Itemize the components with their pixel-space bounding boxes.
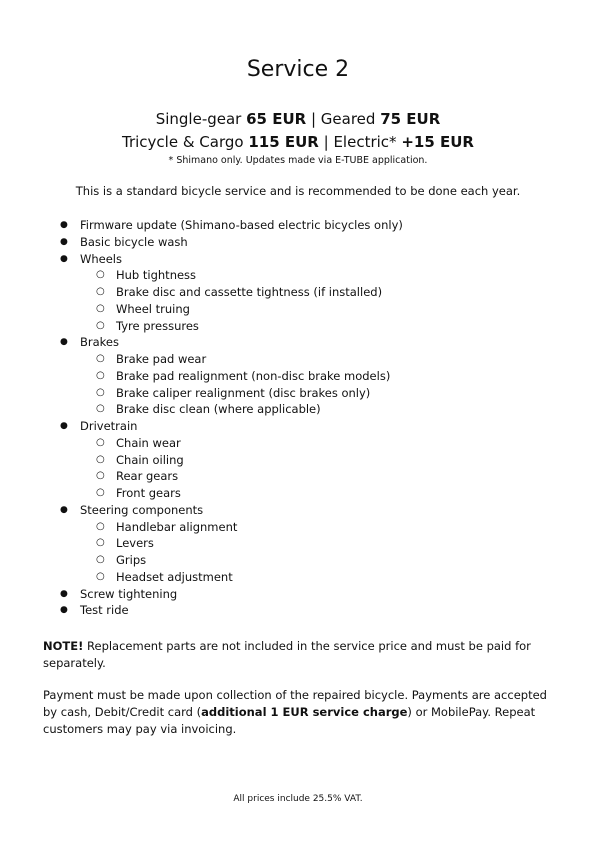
list-item-text: Levers [116, 536, 154, 551]
list-item [0, 267, 596, 284]
hollow-bullet-icon: ○ [96, 537, 105, 549]
hollow-bullet-icon: ○ [96, 470, 105, 482]
shimano-footnote: * Shimano only. Updates made via E-TUBE application. [168, 155, 428, 166]
hollow-bullet-icon: ○ [96, 269, 105, 281]
hollow-bullet-icon: ○ [96, 487, 105, 498]
list-item-text: Brake pad wear [116, 352, 207, 366]
hollow-bullet-icon: ○ [96, 353, 105, 364]
list-item [0, 418, 596, 435]
list-item-text: Wheel truing [116, 301, 190, 316]
list-item-text: Handlebar alignment [116, 519, 238, 534]
filled-bullet-icon: ● [60, 220, 68, 230]
list-item [0, 552, 596, 569]
hollow-bullet-icon: ○ [96, 286, 105, 297]
list-item-text: Steering components [80, 502, 204, 517]
list-item [0, 301, 596, 318]
geared-price: 75 EUR [380, 110, 441, 128]
list-item-text: Rear gears [116, 469, 179, 484]
hollow-bullet-icon: ○ [96, 520, 105, 532]
list-item [0, 385, 596, 402]
list-item [0, 602, 596, 619]
list-item [0, 351, 596, 368]
filled-bullet-icon: ● [60, 421, 68, 431]
filled-bullet-icon: ● [60, 504, 68, 515]
list-item-text: Firmware update (Shimano-based electric bicycles only) [80, 218, 403, 232]
electric-price: +15 EUR [401, 133, 474, 151]
hollow-bullet-icon: ○ [96, 369, 105, 381]
filled-bullet-icon: ● [60, 337, 68, 348]
tricycle-label: Tricycle & Cargo [122, 133, 249, 151]
list-item [0, 251, 596, 268]
list-item [0, 452, 596, 469]
list-item-text: Drivetrain [80, 419, 138, 433]
list-item [0, 586, 596, 603]
list-item [0, 569, 596, 586]
list-item [0, 217, 596, 234]
list-item-text: Grips [116, 553, 147, 567]
note-label: NOTE! [43, 639, 84, 653]
list-item-text: Brake caliper realignment (disc brakes only) [116, 385, 371, 400]
list-item [0, 401, 596, 418]
list-item [0, 284, 596, 301]
list-item [0, 234, 596, 251]
list-item [0, 502, 596, 519]
list-item [0, 368, 596, 385]
list-item [0, 485, 596, 502]
list-item-text: Basic bicycle wash [80, 234, 188, 249]
note-text: Replacement parts are not included in the service price and must be paid for separately. [43, 639, 531, 670]
geared-label: | Geared [306, 110, 381, 128]
hollow-bullet-icon: ○ [96, 319, 105, 331]
page-title: Service 2 [246, 57, 350, 82]
payment-text-after: ) or MobilePay. Repeat customers may pay via invoicing. [43, 705, 536, 736]
single-gear-price: 65 EUR [246, 110, 307, 128]
price-line-cargo [0, 133, 596, 151]
electric-label: | Electric* [318, 133, 402, 151]
hollow-bullet-icon: ○ [96, 436, 105, 448]
hollow-bullet-icon: ○ [96, 403, 105, 415]
single-gear-label: Single-gear [155, 110, 247, 128]
hollow-bullet-icon: ○ [96, 386, 105, 398]
payment-paragraph [43, 687, 558, 738]
hollow-bullet-icon: ○ [96, 453, 105, 465]
list-item-text: Brakes [80, 335, 119, 350]
list-item [0, 535, 596, 552]
tricycle-price: 115 EUR [248, 133, 319, 151]
filled-bullet-icon: ● [60, 253, 68, 264]
vat-note: All prices include 25.5% VAT. [233, 794, 363, 804]
list-item [0, 318, 596, 335]
hollow-bullet-icon: ○ [96, 554, 105, 565]
hollow-bullet-icon: ○ [96, 302, 105, 314]
list-item-text: Chain wear [116, 435, 181, 450]
list-item-text: Wheels [80, 251, 122, 266]
list-item-text: Headset adjustment [116, 569, 233, 584]
filled-bullet-icon: ● [60, 236, 68, 247]
list-item-text: Tyre pressures [116, 318, 199, 333]
hollow-bullet-icon: ○ [96, 570, 105, 582]
list-item-text: Brake disc and cassette tightness (if installed) [116, 285, 383, 299]
list-item [0, 519, 596, 536]
list-item [0, 334, 596, 351]
note-paragraph [43, 638, 558, 672]
list-item-text: Test ride [80, 603, 129, 618]
list-item [0, 435, 596, 452]
list-item-text: Brake pad realignment (non-disc brake models) [116, 368, 391, 383]
list-item-text: Screw tightening [80, 586, 178, 601]
list-item-text: Hub tightness [116, 268, 197, 283]
list-item-text: Brake disc clean (where applicable) [116, 402, 321, 417]
payment-text-before: Payment must be made upon collection of the repaired bicycle. Payments are accepted by cash, Debit/Credit card ( [43, 688, 547, 719]
intro-text: This is a standard bicycle service and is recommended to be done each year. [75, 184, 521, 198]
filled-bullet-icon: ● [60, 605, 68, 616]
list-item [0, 468, 596, 485]
list-item-text: Chain oiling [116, 452, 184, 467]
service-charge: additional 1 EUR service charge [201, 705, 408, 719]
list-item-text: Front gears [116, 486, 181, 500]
service-checklist [0, 217, 596, 619]
price-line-gear [0, 110, 596, 128]
filled-bullet-icon: ● [60, 588, 68, 599]
